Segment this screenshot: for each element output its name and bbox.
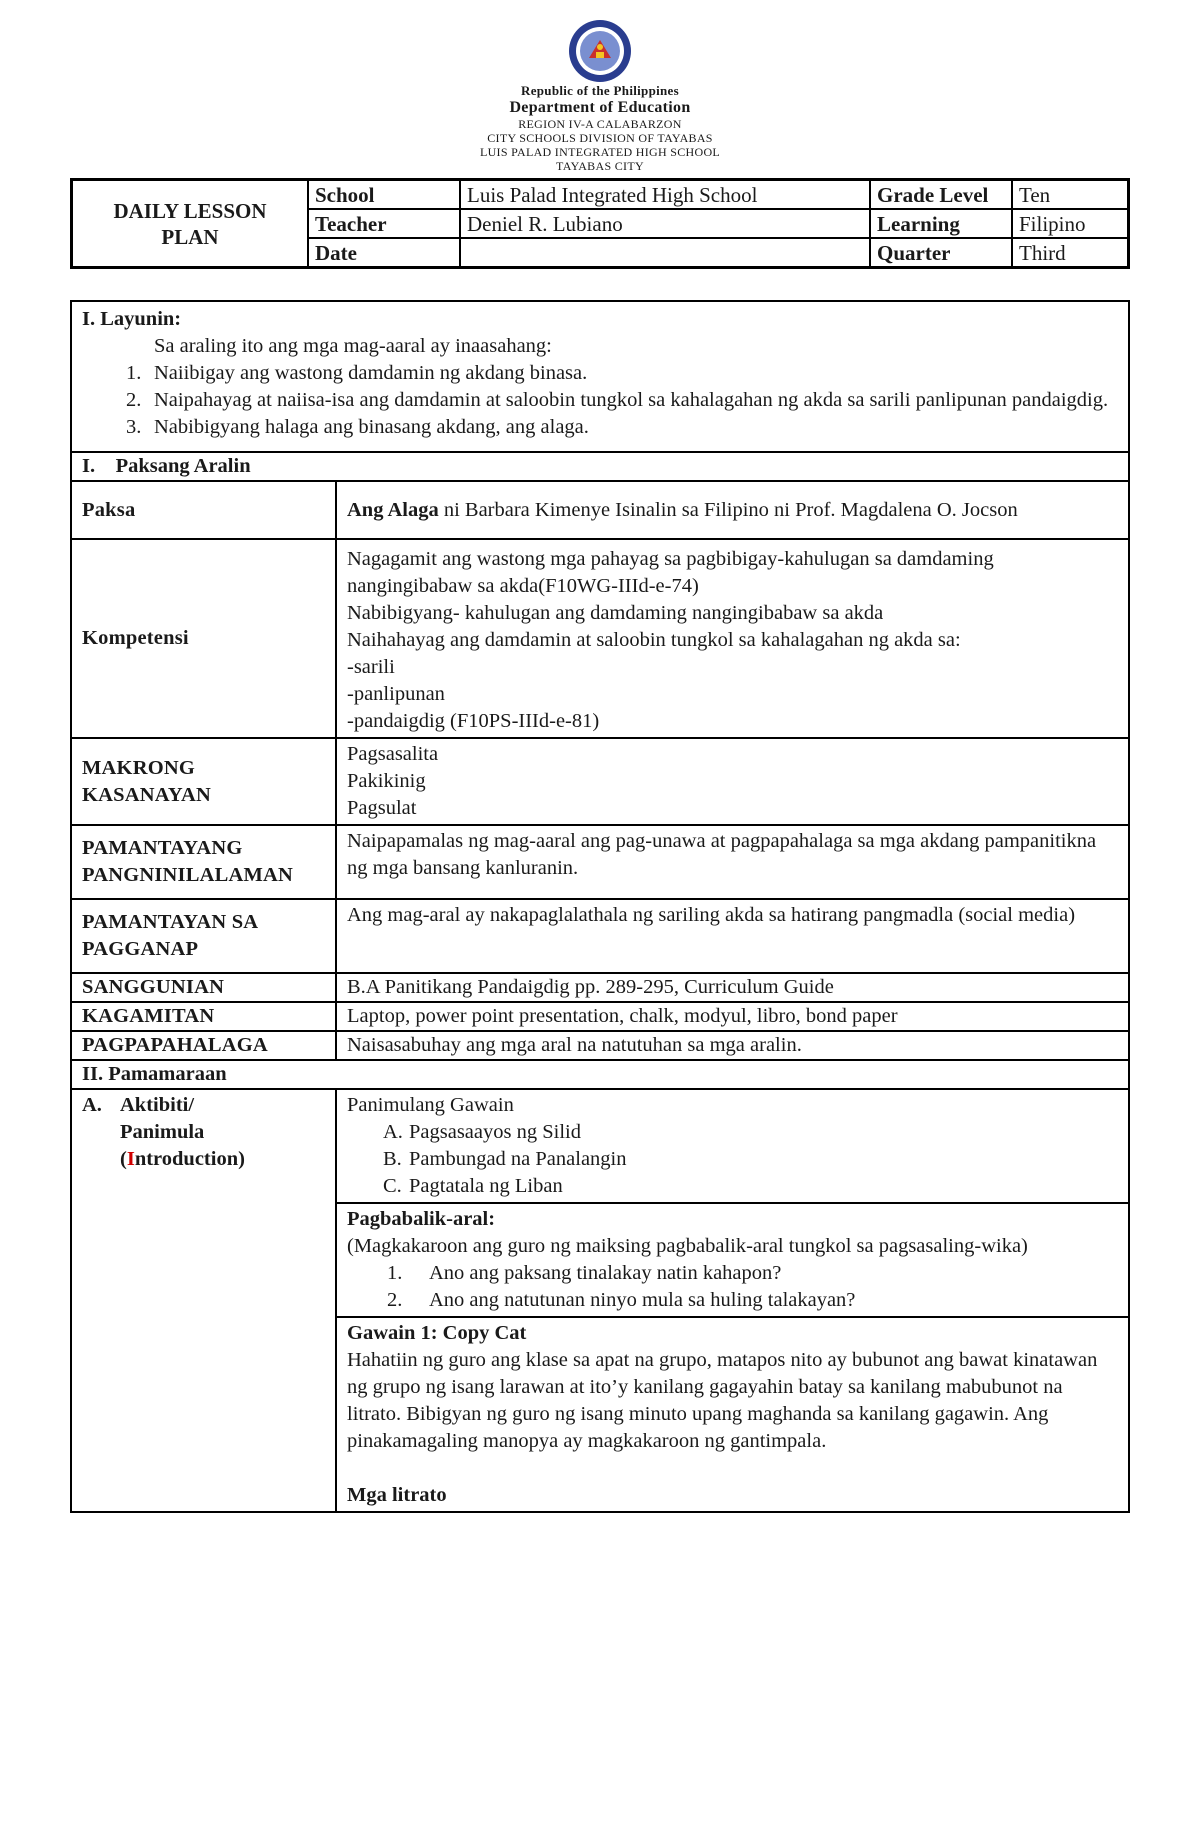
kompetensi-line: Nabibigyang- kahulugan ang damdaming nangingibabaw sa akda (347, 602, 884, 624)
kompetensi-line: -sarili (347, 656, 395, 678)
paksa-label: Paksa (71, 481, 336, 539)
layunin-list (82, 360, 1118, 441)
paksang-aralin-heading: I. Paksang Aralin (71, 452, 1129, 481)
kompetensi-line: Nagagamit ang wastong mga pahayag sa pagbibigay-kahulugan sa damdaming nangingibabaw sa akda(F10WG-IIId-e-74) (347, 548, 994, 597)
list-item: 3. Nabibigyang halaga ang binasang akdang, ang alaga. (126, 416, 589, 438)
balik-aral-cell (336, 1203, 1129, 1317)
activity-label: A. Aktibiti/ Panimula (Introduction) (71, 1089, 336, 1512)
pagganap-value: Ang mag-aral ay nakapaglalathala ng sariling akda sa hatirang pangmadla (social media) (336, 899, 1129, 973)
kagamitan-label: KAGAMITAN (71, 1002, 336, 1031)
pagganap-label: PAMANTAYAN SA PAGGANAP (71, 899, 336, 973)
makrong-line: Pakikinig (347, 770, 426, 792)
kompetensi-label: Kompetensi (71, 539, 336, 738)
date-value (460, 238, 870, 268)
panimula-list (347, 1119, 1118, 1200)
list-item: 2. Ano ang natutunan ninyo mula sa huling talakayan? (387, 1289, 856, 1311)
layunin-heading: I. Layunin: (82, 308, 182, 330)
republic-line: Republic of the Philippines (521, 83, 679, 98)
gawain-cell (336, 1317, 1129, 1512)
layunin-section (71, 301, 1129, 452)
balik-aral-list (347, 1260, 1118, 1314)
pamamaraan-heading: II. Pamamaraan (71, 1060, 1129, 1089)
teacher-value: Deniel R. Lubiano (460, 209, 870, 238)
deped-seal-icon (567, 18, 633, 84)
sanggunian-label: SANGGUNIAN (71, 973, 336, 1002)
lesson-info-table (70, 178, 1130, 269)
city-line: TAYABAS CITY (556, 159, 644, 173)
paksa-value (336, 481, 1129, 539)
layunin-intro: Sa araling ito ang mga mag-aaral ay inaasahang: (154, 335, 552, 357)
list-item: C. Pagtatala ng Liban (383, 1175, 563, 1197)
grade-value: Ten (1012, 180, 1129, 210)
kompetensi-line: Naihahayag ang damdamin at saloobin tungkol sa kahalagahan ng akda sa: (347, 629, 961, 651)
grade-label: Grade Level (870, 180, 1012, 210)
gawain-desc: Hahatiin ng guro ang klase sa apat na grupo, matapos nito ay bubunot ang bawat kinatawan ng grupo ng isang larawan at ito’y kanilang gagayahin batay sa kanilang mabubunot na litrato. Bibigyan ng guro ng isang minuto upang maghanda sa kanilang gagawin. Ang pinakamagaling manopya ay magkakaroon ng gantimpala. (347, 1349, 1098, 1452)
kompetensi-value (336, 539, 1129, 738)
kompetensi-line: -panlipunan (347, 683, 445, 705)
list-item: A. Pagsasaayos ng Silid (383, 1121, 581, 1143)
lesson-body-table (70, 300, 1130, 1513)
makrong-line: Pagsulat (347, 797, 417, 819)
learning-label: Learning (870, 209, 1012, 238)
litrato-label: Mga litrato (347, 1484, 447, 1506)
list-item: B. Pambungad na Panalangin (383, 1148, 627, 1170)
list-item: 1. Naiibigay ang wastong damdamin ng akdang binasa. (126, 362, 588, 384)
kompetensi-line: -pandaigdig (F10PS-IIId-e-81) (347, 710, 600, 732)
dlp-title-line2: PLAN (161, 224, 219, 249)
date-label: Date (308, 238, 460, 268)
makrong-label: MAKRONG KASANAYAN (71, 738, 336, 825)
panimula-cell (336, 1089, 1129, 1203)
gawain-title: Gawain 1: Copy Cat (347, 1322, 527, 1344)
pamantayang-label: PAMANTAYANG PANGNINILALAMAN (71, 825, 336, 899)
department-line: Department of Education (509, 99, 691, 116)
list-item: 1. Ano ang paksang tinalakay natin kahapon? (387, 1262, 782, 1284)
balik-aral-title: Pagbabalik-aral: (347, 1208, 496, 1230)
school-line: LUIS PALAD INTEGRATED HIGH SCHOOL (479, 145, 721, 159)
paksa-rest: ni Barbara Kimenye Isinalin sa Filipino ni Prof. Magdalena O. Jocson (438, 498, 1018, 521)
panimula-title: Panimulang Gawain (347, 1094, 514, 1116)
kagamitan-value: Laptop, power point presentation, chalk, modyul, libro, bond paper (336, 1002, 1129, 1031)
pamantayang-value: Naipapamalas ng mag-aaral ang pag-unawa at pagpapahalaga sa mga akdang pampanitikna ng mga bansang kanluranin. (336, 825, 1129, 899)
pagpapahalaga-value: Naisasabuhay ang mga aral na natutuhan sa mga aralin. (336, 1031, 1129, 1060)
teacher-label: Teacher (308, 209, 460, 238)
dlp-title (72, 180, 309, 268)
school-label: School (308, 180, 460, 210)
paksa-title: Ang Alaga (347, 498, 439, 521)
school-value: Luis Palad Integrated High School (460, 180, 870, 210)
quarter-value: Third (1012, 238, 1129, 268)
learning-value: Filipino (1012, 209, 1129, 238)
pagpapahalaga-label: PAGPAPAHALAGA (71, 1031, 336, 1060)
makrong-line: Pagsasalita (347, 743, 439, 765)
region-line: REGION IV-A CALABARZON (518, 117, 682, 131)
makrong-value (336, 738, 1129, 825)
sanggunian-value: B.A Panitikang Pandaigdig pp. 289-295, Curriculum Guide (336, 973, 1129, 1002)
letterhead (0, 18, 1200, 173)
division-line: CITY SCHOOLS DIVISION OF TAYABAS (487, 131, 713, 145)
balik-aral-desc: (Magkakaroon ang guro ng maiksing pagbabalik-aral tungkol sa pagsasaling-wika) (347, 1235, 1028, 1257)
dlp-title-line1: DAILY LESSON (113, 198, 267, 223)
list-item: 2. Naipahayag at naiisa-isa ang damdamin at saloobin tungkol sa kahalagahan ng akda sa sarili panlipunan pandaigdig. (126, 389, 1109, 411)
quarter-label: Quarter (870, 238, 1012, 268)
